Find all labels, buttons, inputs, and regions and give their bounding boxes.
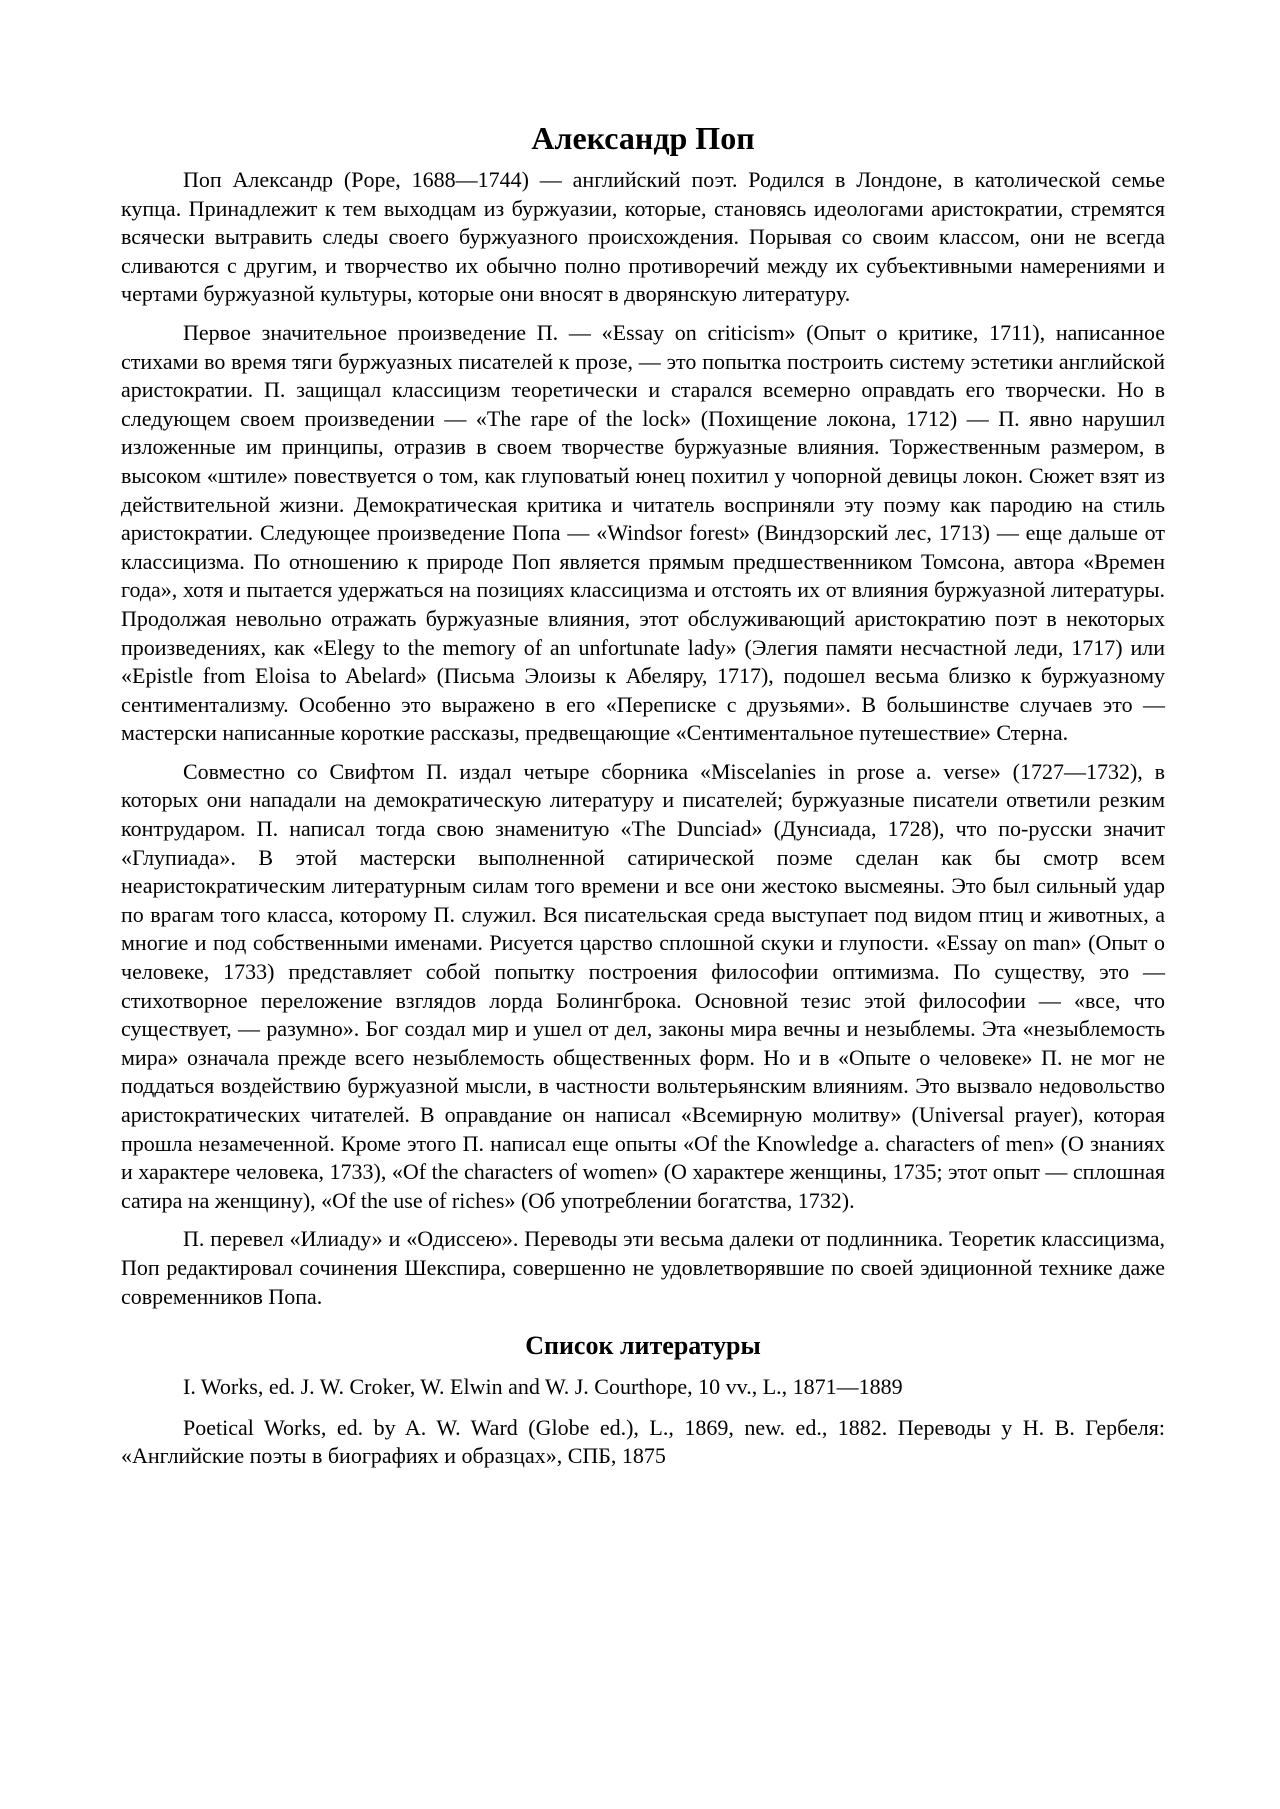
paragraph-satire: Совместно со Свифтом П. издал четыре сборника «Miscelanies in prose a. verse» (1727—1732), в которых они нападали на демократическую литературу и писателей; буржуазные писатели ответили резким контрударом. П. написал тогда свою знаменитую «The Dunciad» (Дунсиада, 1728), что по-русски значит «Глупиада». В этой мастерски выполненной сатирической поэме сделан как бы смотр всем неаристократическим литературным силам того времени и все они жестоко высмеяны. Это был сильный удар по врагам того класса, которому П. служил. Вся писательская среда выступает под видом птиц и животных, а многие и под собственными именами. Рисуется царство сплошной скуки и глупости. «Essay on man» (Опыт о человеке, 1733) представляет собой попытку построения философии оптимизма. По существу, это — стихотворное переложение взглядов лорда Болингброка. Основной тезис этой философии — «все, что существует, — разумно». Бог создал мир и ушел от дел, законы мира вечны и незыблемы. Эта «незыблемость мира» означала прежде всего незыблемость общественных форм. Но и в «Опыте о человеке» П. не мог не поддаться воздействию буржуазной мысли, в частности вольтерьянским влияниям. Это вызвало недовольство аристократических читателей. В оправдание он написал «Всемирную молитву» (Universal prayer), которая прошла незамеченной. Кроме этого П. написал еще опыты «Of the Knowledge a. characters of men» (О знаниях и характере человека, 1733), «Of the characters of women» (О характере женщины, 1735; этот опыт — сплошная сатира на женщину), «Of the use of riches» (Об употреблении богатства, 1732). (121, 758, 1165, 1213)
paragraph-early-works: Первое значительное произведение П. — «Essay on criticism» (Опыт о критике, 1711), написанное стихами во время тяги буржуазных писателей к прозе, — это попытка построить систему эстетики английской аристократии. П. защищал классицизм теоретически и старался всемерно оправдать его творчески. Но в следующем своем произведении — «The rape of the lock» (Похищение локона, 1712) — П. явно нарушил изложенные им принципы, отразив в своем творчестве буржуазные влияния. Торжественным размером, в высоком «штиле» повествуется о том, как глуповатый юнец похитил у чопорной девицы локон. Сюжет взят из действительной жизни. Демократическая критика и читатель восприняли эту поэму как пародию на стиль аристократии. Следующее произведение Попа — «Windsor forest» (Виндзорский лес, 1713) — еще дальше от классицизма. По отношению к природе Поп является прямым предшественником Томсона, автора «Времен года», хотя и пытается удержаться на позициях классицизма и отстоять их от влияния буржуазной литературы. Продолжая невольно отражать буржуазные влияния, этот обслуживающий аристократию поэт в некоторых произведениях, как «Elegy to the memory of an unfortunate lady» (Элегия памяти несчастной леди, 1717) или «Epistle from Eloisa to Abelard» (Письма Элоизы к Абеляру, 1717), подошел весьма близко к буржуазному сентиментализму. Особенно это выражено в его «Переписке с друзьями». В большинстве случаев это — мастерски написанные короткие рассказы, предвещающие «Сентиментальное путешествие» Стерна. (121, 319, 1165, 746)
reference-item: I. Works, ed. J. W. Croker, W. Elwin and W. J. Courthope, 10 vv., L., 1871—1889 (183, 1374, 903, 1400)
paragraph-translations: П. перевел «Илиаду» и «Одиссею». Переводы эти весьма далеки от подлинника. Теоретик классицизма, Поп редактировал сочинения Шекспира, совершенно не удовлетворявшие по своей эдиционной технике даже современников Попа. (121, 1226, 1165, 1309)
page-title: Александр Поп (531, 120, 755, 156)
document-page (121, 118, 1165, 1483)
references-heading: Список литературы (525, 1331, 761, 1361)
reference-item: Poetical Works, ed. by A. W. Ward (Globe ed.), L., 1869, new. ed., 1882. Переводы у Н. В. Гербеля: «Английские поэты в биографиях и образцах», СПБ, 1875 (121, 1414, 1165, 1469)
paragraph-intro: Поп Александр (Pope, 1688—1744) — английский поэт. Родился в Лондоне, в католической семье купца. Принадлежит к тем выходцам из буржуазии, которые, становясь идеологами аристократии, стремятся всячески вытравить следы своего буржуазного происхождения. Порывая со своим классом, они не всегда сливаются с другим, и творчество их обычно полно противоречий между их субъективными намерениями и чертами буржуазной культуры, которые они вносят в дворянскую литературу. (121, 167, 1165, 307)
